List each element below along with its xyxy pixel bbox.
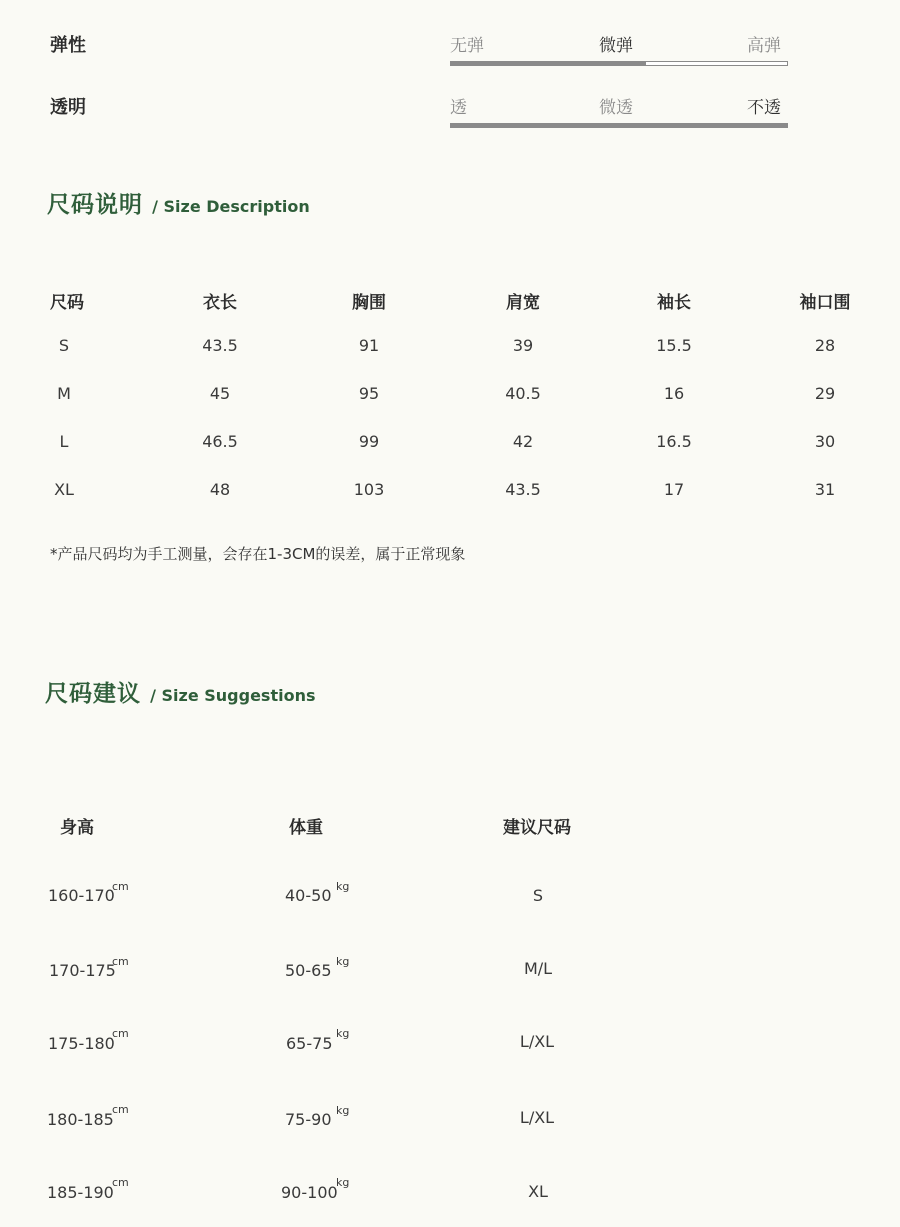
size-description-title [47,186,310,219]
transparency-option-slight: 微透 [599,98,633,118]
suggested-size: L/XL [519,1108,555,1127]
header-length: 衣长 [203,293,237,313]
height-unit: cm [112,1027,129,1040]
header-shoulder: 肩宽 [506,293,540,313]
table-cell: 17 [663,480,685,499]
weight-unit: kg [336,1104,350,1117]
table-cell: 46.5 [202,432,238,451]
height-unit: cm [112,1176,129,1189]
elasticity-scale [450,31,788,71]
table-cell: 43.5 [505,480,541,499]
suggested-size: M/L [523,959,553,978]
elasticity-option-none: 无弹 [450,36,484,56]
height-value: 180-185 [47,1110,114,1129]
table-cell: M [57,384,71,403]
measurement-note: *产品尺码均为手工测量，会存在1-3CM的误差，属于正常现象 [50,545,466,563]
weight-unit: kg [336,1027,350,1040]
transparency-scale [450,93,788,133]
header-weight: 体重 [289,818,323,838]
weight-value: 50-65 [285,961,332,980]
transparency-option-sheer: 透 [450,98,467,118]
table-cell: 99 [358,432,380,451]
table-cell: XL [54,480,74,499]
elasticity-option-high: 高弹 [747,36,781,56]
table-cell: 91 [358,336,380,355]
header-sleeve-length: 袖长 [657,293,691,313]
height-value: 160-170 [48,886,115,905]
weight-unit: kg [336,955,350,968]
table-cell: 45 [209,384,231,403]
size-description-title-cn: 尺码说明 [47,192,143,218]
table-cell: 43.5 [202,336,238,355]
size-description-title-en: / Size Description [152,197,310,216]
table-cell: 28 [814,336,836,355]
header-height: 身高 [60,818,94,838]
table-cell: 15.5 [656,336,692,355]
weight-unit: kg [336,880,350,893]
header-suggested-size: 建议尺码 [503,818,571,838]
weight-value: 40-50 [285,886,332,905]
elasticity-label: 弹性 [50,35,86,56]
size-suggestions-title-en: / Size Suggestions [150,686,316,705]
table-cell: 103 [353,480,385,499]
transparency-level-bar [451,124,787,127]
suggested-size: XL [528,1182,548,1201]
weight-unit: kg [336,1176,350,1189]
table-cell: 42 [512,432,534,451]
height-unit: cm [112,955,129,968]
size-suggestions-title [45,675,315,708]
table-cell: L [59,432,69,451]
table-cell: 95 [358,384,380,403]
header-cuff: 袖口围 [799,293,851,313]
elasticity-track [450,61,788,66]
table-cell: 31 [814,480,836,499]
table-cell: 16.5 [656,432,692,451]
table-cell: 48 [209,480,231,499]
weight-value: 75-90 [285,1110,332,1129]
height-unit: cm [112,1103,129,1116]
elasticity-option-slight: 微弹 [599,36,633,56]
header-chest: 胸围 [352,293,386,313]
suggested-size: S [532,886,544,905]
transparency-label: 透明 [50,97,86,118]
table-cell: 39 [512,336,534,355]
weight-value: 65-75 [286,1034,333,1053]
table-cell: 30 [814,432,836,451]
table-cell: 29 [814,384,836,403]
transparency-track [450,123,788,128]
height-unit: cm [112,880,129,893]
table-cell: S [58,336,70,355]
height-value: 170-175 [49,961,116,980]
table-cell: 16 [663,384,685,403]
suggested-size: L/XL [519,1032,555,1051]
table-cell: 40.5 [505,384,541,403]
height-value: 185-190 [47,1183,114,1202]
size-suggestions-title-cn: 尺码建议 [45,681,141,707]
header-size: 尺码 [50,293,84,313]
transparency-option-opaque: 不透 [747,98,781,118]
height-value: 175-180 [48,1034,115,1053]
elasticity-level-bar [451,62,646,65]
weight-value: 90-100 [281,1183,338,1202]
